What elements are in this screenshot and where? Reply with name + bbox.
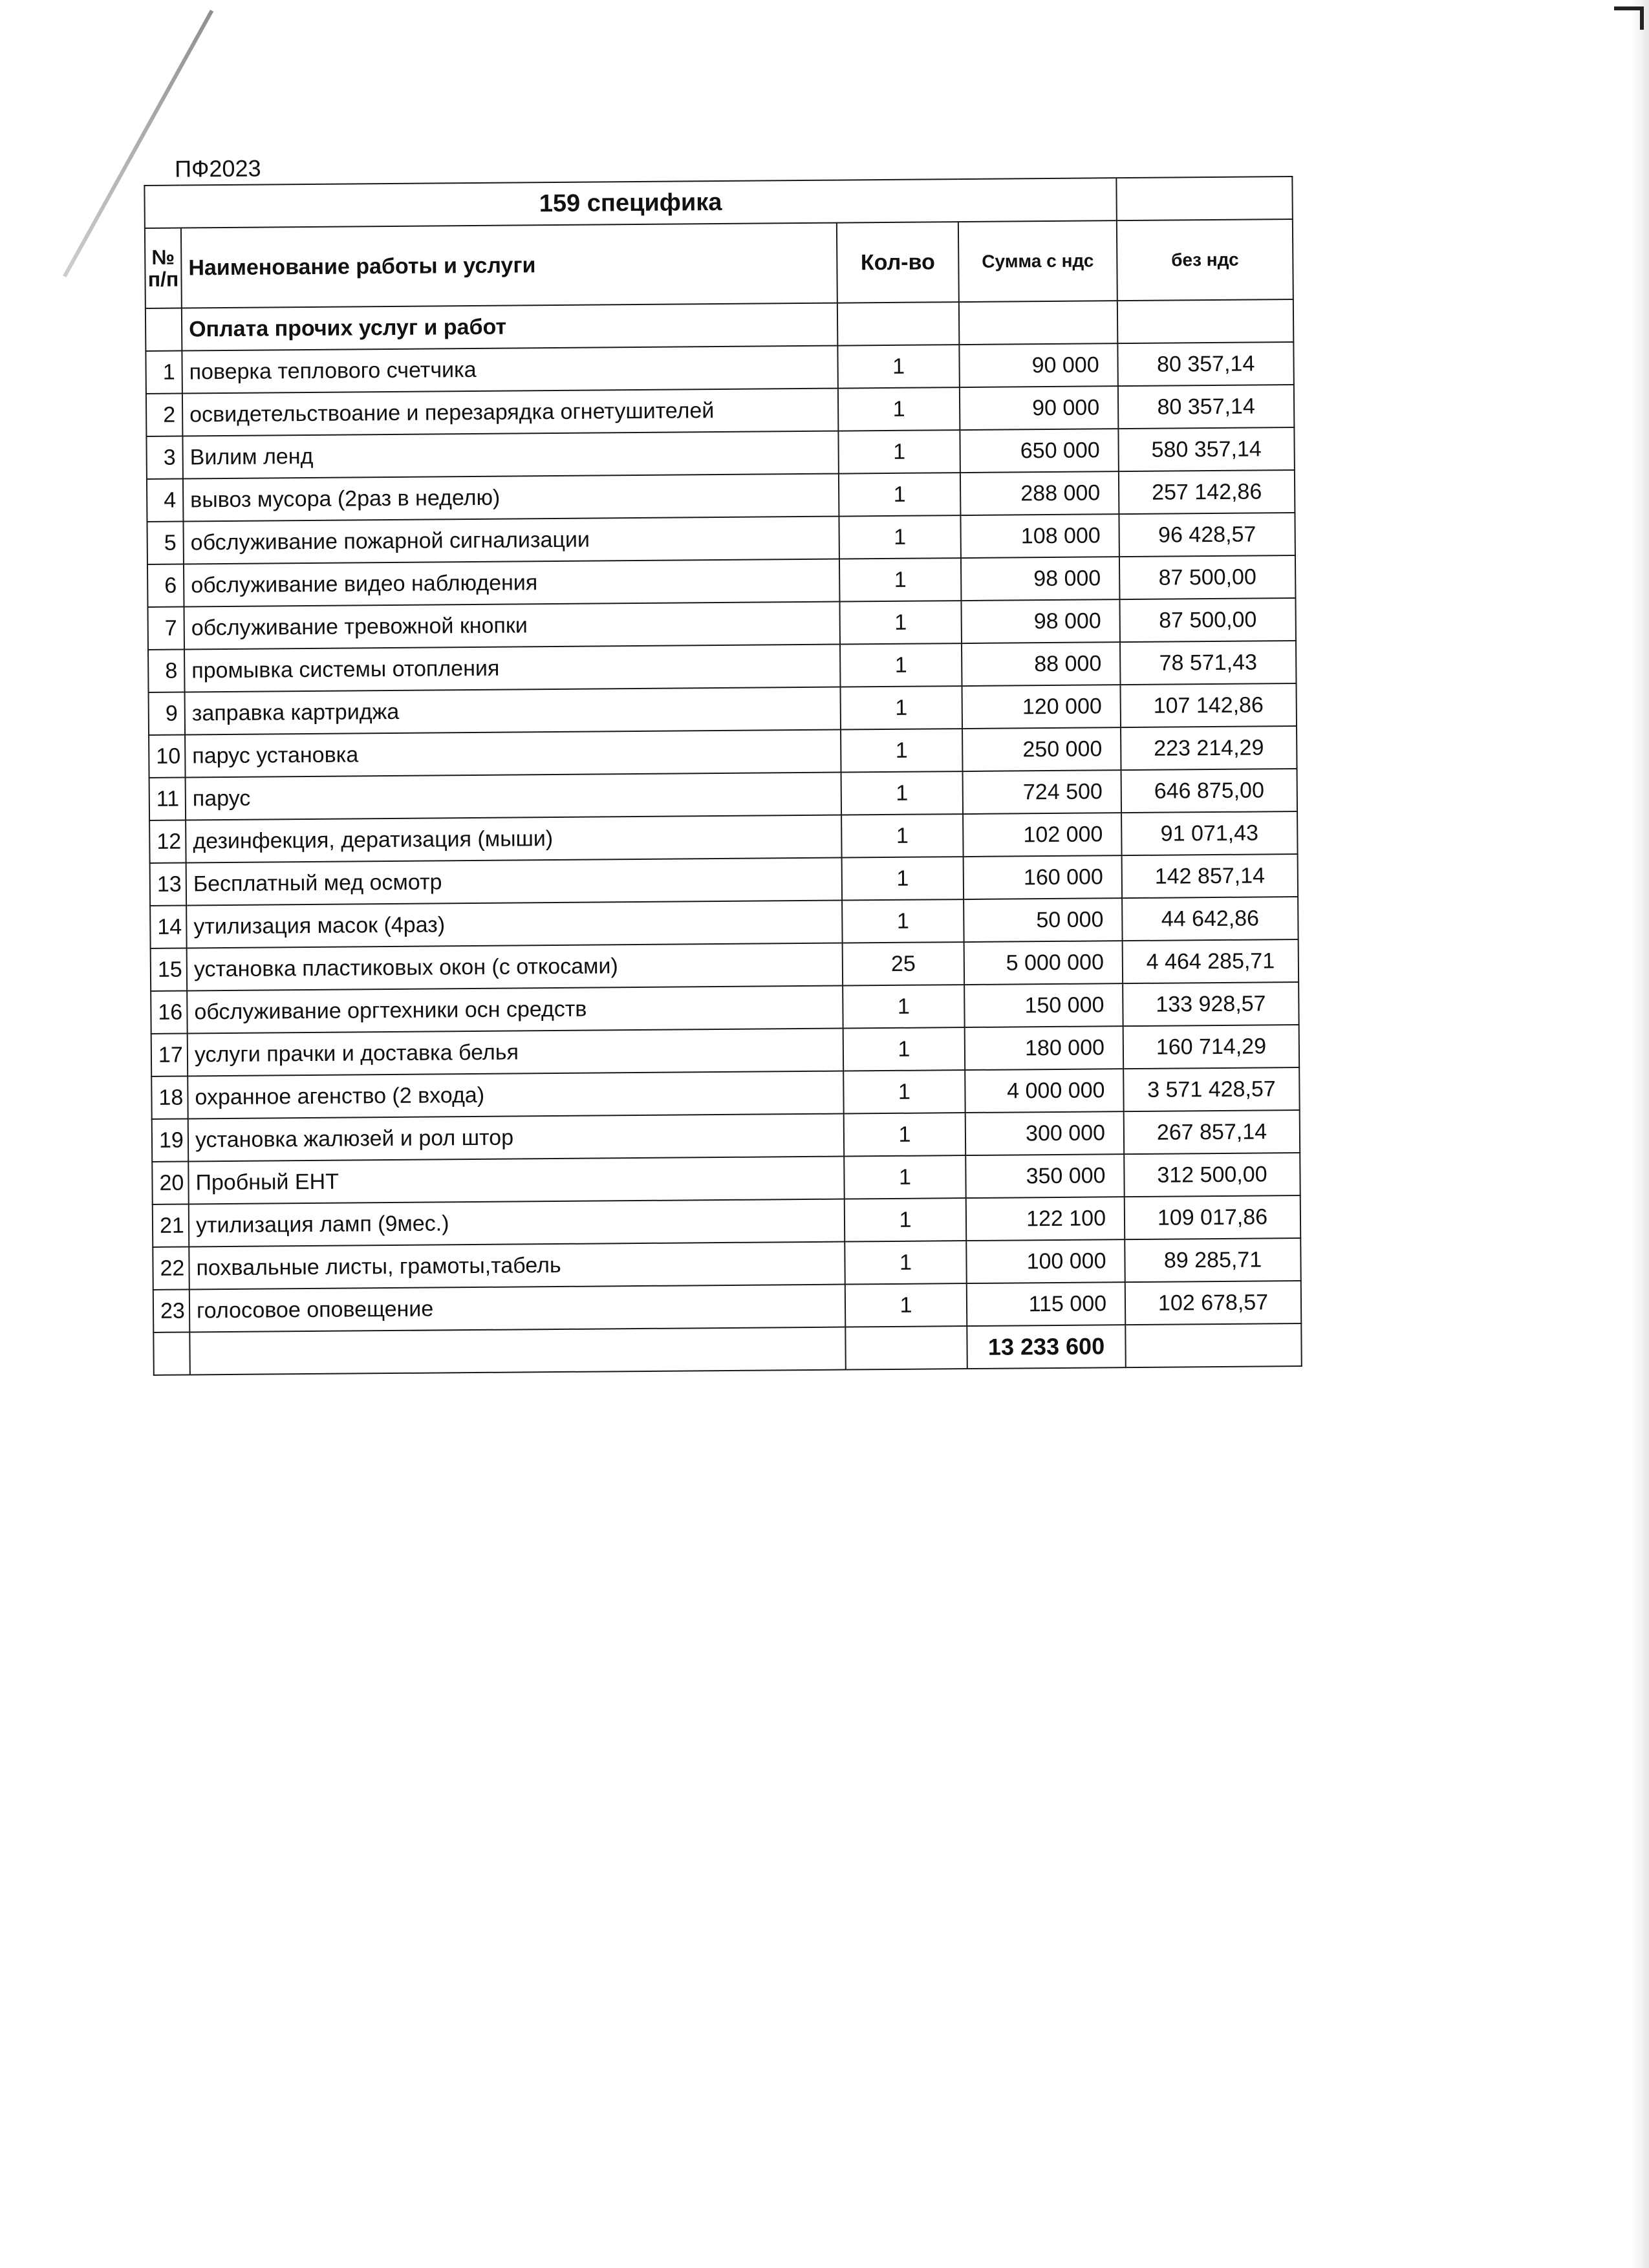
empty-cell bbox=[1116, 177, 1293, 220]
empty-cell bbox=[189, 1327, 845, 1375]
quantity: 1 bbox=[839, 515, 961, 559]
quantity: 1 bbox=[841, 686, 963, 729]
quantity: 1 bbox=[841, 814, 964, 857]
sum-without-vat: 4 464 285,71 bbox=[1123, 939, 1299, 983]
empty-cell bbox=[153, 1332, 190, 1375]
column-header-quantity: Кол-во bbox=[837, 222, 959, 303]
sum-without-vat: 133 928,57 bbox=[1123, 982, 1299, 1026]
sum-without-vat: 160 714,29 bbox=[1123, 1025, 1300, 1069]
service-name: вывоз мусора (2раз в неделю) bbox=[183, 474, 839, 522]
service-name: освидетельствоание и перезарядка огнетушителей bbox=[182, 389, 838, 436]
sum-without-vat: 646 875,00 bbox=[1121, 769, 1298, 813]
sum-without-vat: 80 357,14 bbox=[1118, 385, 1295, 429]
row-number: 2 bbox=[146, 394, 183, 436]
row-number: 20 bbox=[152, 1162, 189, 1204]
sum-without-vat: 87 500,00 bbox=[1119, 555, 1296, 599]
service-name: Вилим ленд bbox=[182, 431, 838, 479]
sum-with-vat: 5 000 000 bbox=[964, 941, 1123, 985]
sum-with-vat: 115 000 bbox=[967, 1282, 1126, 1326]
sum-without-vat: 142 857,14 bbox=[1122, 854, 1299, 898]
service-name: парус установка bbox=[185, 730, 841, 778]
row-number: 12 bbox=[149, 820, 186, 863]
quantity: 1 bbox=[841, 771, 964, 815]
quantity: 1 bbox=[841, 729, 963, 772]
row-number: 16 bbox=[151, 991, 188, 1034]
quantity: 1 bbox=[839, 558, 962, 601]
specification-table bbox=[144, 176, 1302, 1376]
sum-without-vat: 102 678,57 bbox=[1125, 1281, 1302, 1325]
sum-without-vat: 3 571 428,57 bbox=[1123, 1067, 1300, 1111]
sum-with-vat: 122 100 bbox=[966, 1197, 1125, 1241]
sum-without-vat: 107 142,86 bbox=[1121, 683, 1297, 727]
sum-with-vat: 724 500 bbox=[963, 770, 1122, 814]
service-name: обслуживание видео наблюдения bbox=[184, 559, 839, 607]
scan-corner-mark bbox=[1614, 6, 1644, 30]
service-name: дезинфекция, дератизация (мыши) bbox=[186, 815, 841, 863]
service-name: заправка картриджа bbox=[185, 687, 841, 735]
column-header-name: Наименование работы и услуги bbox=[181, 223, 837, 308]
quantity: 1 bbox=[837, 345, 960, 388]
row-number: 18 bbox=[151, 1076, 188, 1119]
sum-with-vat: 150 000 bbox=[964, 983, 1123, 1027]
sum-without-vat: 267 857,14 bbox=[1124, 1110, 1300, 1154]
sum-with-vat: 98 000 bbox=[961, 557, 1120, 601]
row-number: 4 bbox=[147, 479, 184, 522]
sum-without-vat: 87 500,00 bbox=[1120, 598, 1297, 642]
scan-edge-shadow bbox=[1632, 0, 1649, 2268]
sum-with-vat: 250 000 bbox=[962, 727, 1121, 771]
service-name: утилизация ламп (9мес.) bbox=[189, 1199, 845, 1247]
quantity: 1 bbox=[838, 387, 960, 431]
quantity: 1 bbox=[840, 643, 962, 687]
row-number: 10 bbox=[149, 735, 186, 778]
empty-cell bbox=[146, 308, 182, 351]
sum-with-vat: 50 000 bbox=[964, 898, 1123, 942]
service-name: промывка системы отопления bbox=[184, 645, 840, 692]
row-number: 9 bbox=[149, 692, 186, 735]
row-number: 11 bbox=[149, 778, 186, 820]
sum-with-vat: 120 000 bbox=[962, 685, 1121, 729]
row-number: 21 bbox=[153, 1204, 189, 1247]
sum-with-vat: 350 000 bbox=[965, 1154, 1125, 1198]
row-number: 15 bbox=[151, 948, 188, 991]
row-number: 14 bbox=[150, 906, 187, 948]
sum-without-vat: 44 642,86 bbox=[1122, 897, 1299, 941]
quantity: 1 bbox=[845, 1283, 967, 1327]
sum-without-vat: 96 428,57 bbox=[1119, 513, 1295, 557]
column-header-sum-vat: Сумма с ндс bbox=[958, 220, 1117, 302]
sum-without-vat: 91 071,43 bbox=[1121, 811, 1298, 855]
service-name: поверка теплового счетчика bbox=[182, 346, 837, 394]
row-number: 1 bbox=[146, 351, 182, 394]
sum-with-vat: 650 000 bbox=[960, 429, 1119, 473]
row-number: 22 bbox=[153, 1247, 189, 1290]
sum-without-vat: 78 571,43 bbox=[1120, 641, 1297, 685]
sum-without-vat: 89 285,71 bbox=[1125, 1238, 1301, 1282]
service-name: похвальные листы, грамоты,табель bbox=[189, 1242, 845, 1290]
total-row bbox=[153, 1323, 1302, 1375]
quantity: 1 bbox=[845, 1198, 967, 1241]
row-number: 7 bbox=[148, 607, 185, 650]
sum-with-vat: 98 000 bbox=[961, 599, 1120, 643]
sum-with-vat: 90 000 bbox=[959, 343, 1118, 387]
service-name: услуги прачки и доставка белья bbox=[188, 1029, 843, 1076]
row-number: 6 bbox=[147, 564, 184, 607]
quantity: 1 bbox=[842, 899, 964, 943]
empty-cell bbox=[959, 301, 1118, 345]
empty-cell bbox=[837, 302, 960, 345]
sum-with-vat: 180 000 bbox=[965, 1026, 1124, 1070]
row-number: 17 bbox=[151, 1034, 188, 1076]
quantity: 1 bbox=[844, 1155, 966, 1199]
quantity: 1 bbox=[844, 1113, 966, 1156]
service-name: Пробный ЕНТ bbox=[188, 1157, 844, 1204]
sum-without-vat: 257 142,86 bbox=[1119, 470, 1295, 514]
service-name: обслуживание пожарной сигнализации bbox=[183, 517, 839, 564]
empty-cell bbox=[845, 1326, 967, 1369]
quantity: 25 bbox=[843, 942, 965, 985]
row-number: 5 bbox=[147, 522, 184, 564]
row-number: 13 bbox=[150, 863, 187, 906]
sum-with-vat: 288 000 bbox=[960, 471, 1119, 515]
sum-with-vat: 4 000 000 bbox=[965, 1069, 1124, 1113]
quantity: 1 bbox=[843, 1070, 965, 1113]
row-number: 23 bbox=[153, 1289, 190, 1332]
sum-with-vat: 300 000 bbox=[965, 1111, 1125, 1155]
service-name: установка пластиковых окон (с откосами) bbox=[187, 943, 843, 991]
service-name: обслуживание оргтехники осн средств bbox=[187, 986, 843, 1034]
empty-cell bbox=[1125, 1323, 1302, 1367]
service-name: обслуживание тревожной кнопки bbox=[184, 602, 840, 650]
section-title: Оплата прочих услуг и работ bbox=[182, 303, 837, 351]
service-name: парус bbox=[186, 773, 841, 820]
quantity: 1 bbox=[839, 473, 961, 516]
header-row bbox=[145, 219, 1293, 308]
quantity: 1 bbox=[845, 1241, 967, 1284]
service-name: установка жалюзей и рол штор bbox=[188, 1114, 844, 1162]
sum-without-vat: 312 500,00 bbox=[1124, 1153, 1300, 1197]
sum-with-vat: 160 000 bbox=[964, 855, 1123, 899]
quantity: 1 bbox=[842, 857, 964, 900]
sum-with-vat: 102 000 bbox=[963, 813, 1122, 857]
column-header-sum-novat: без ндс bbox=[1117, 219, 1293, 301]
empty-cell bbox=[1117, 299, 1294, 343]
sum-with-vat: 100 000 bbox=[966, 1239, 1125, 1283]
service-name: голосовое оповещение bbox=[189, 1285, 845, 1332]
row-number: 19 bbox=[152, 1119, 189, 1162]
sum-without-vat: 223 214,29 bbox=[1121, 726, 1297, 770]
document-code: ПФ2023 bbox=[175, 155, 261, 182]
quantity: 1 bbox=[838, 430, 960, 473]
service-name: утилизация масок (4раз) bbox=[186, 901, 842, 948]
quantity: 1 bbox=[843, 1027, 965, 1071]
sum-with-vat: 90 000 bbox=[960, 386, 1119, 430]
sum-with-vat: 108 000 bbox=[960, 514, 1119, 558]
column-header-number: № п/п bbox=[145, 228, 182, 308]
total-sum-with-vat: 13 233 600 bbox=[967, 1325, 1126, 1369]
row-number: 3 bbox=[146, 436, 183, 479]
quantity: 1 bbox=[843, 985, 965, 1028]
quantity: 1 bbox=[839, 601, 962, 644]
sum-without-vat: 80 357,14 bbox=[1117, 342, 1294, 386]
service-name: охранное агенство (2 входа) bbox=[188, 1071, 843, 1119]
service-name: Бесплатный мед осмотр bbox=[186, 858, 842, 906]
sum-without-vat: 580 357,14 bbox=[1118, 427, 1295, 471]
row-number: 8 bbox=[148, 650, 185, 692]
sum-without-vat: 109 017,86 bbox=[1125, 1195, 1301, 1239]
document-sheet bbox=[144, 145, 1301, 1376]
spec-title: 159 специфика bbox=[144, 178, 1117, 228]
sum-with-vat: 88 000 bbox=[962, 642, 1121, 686]
